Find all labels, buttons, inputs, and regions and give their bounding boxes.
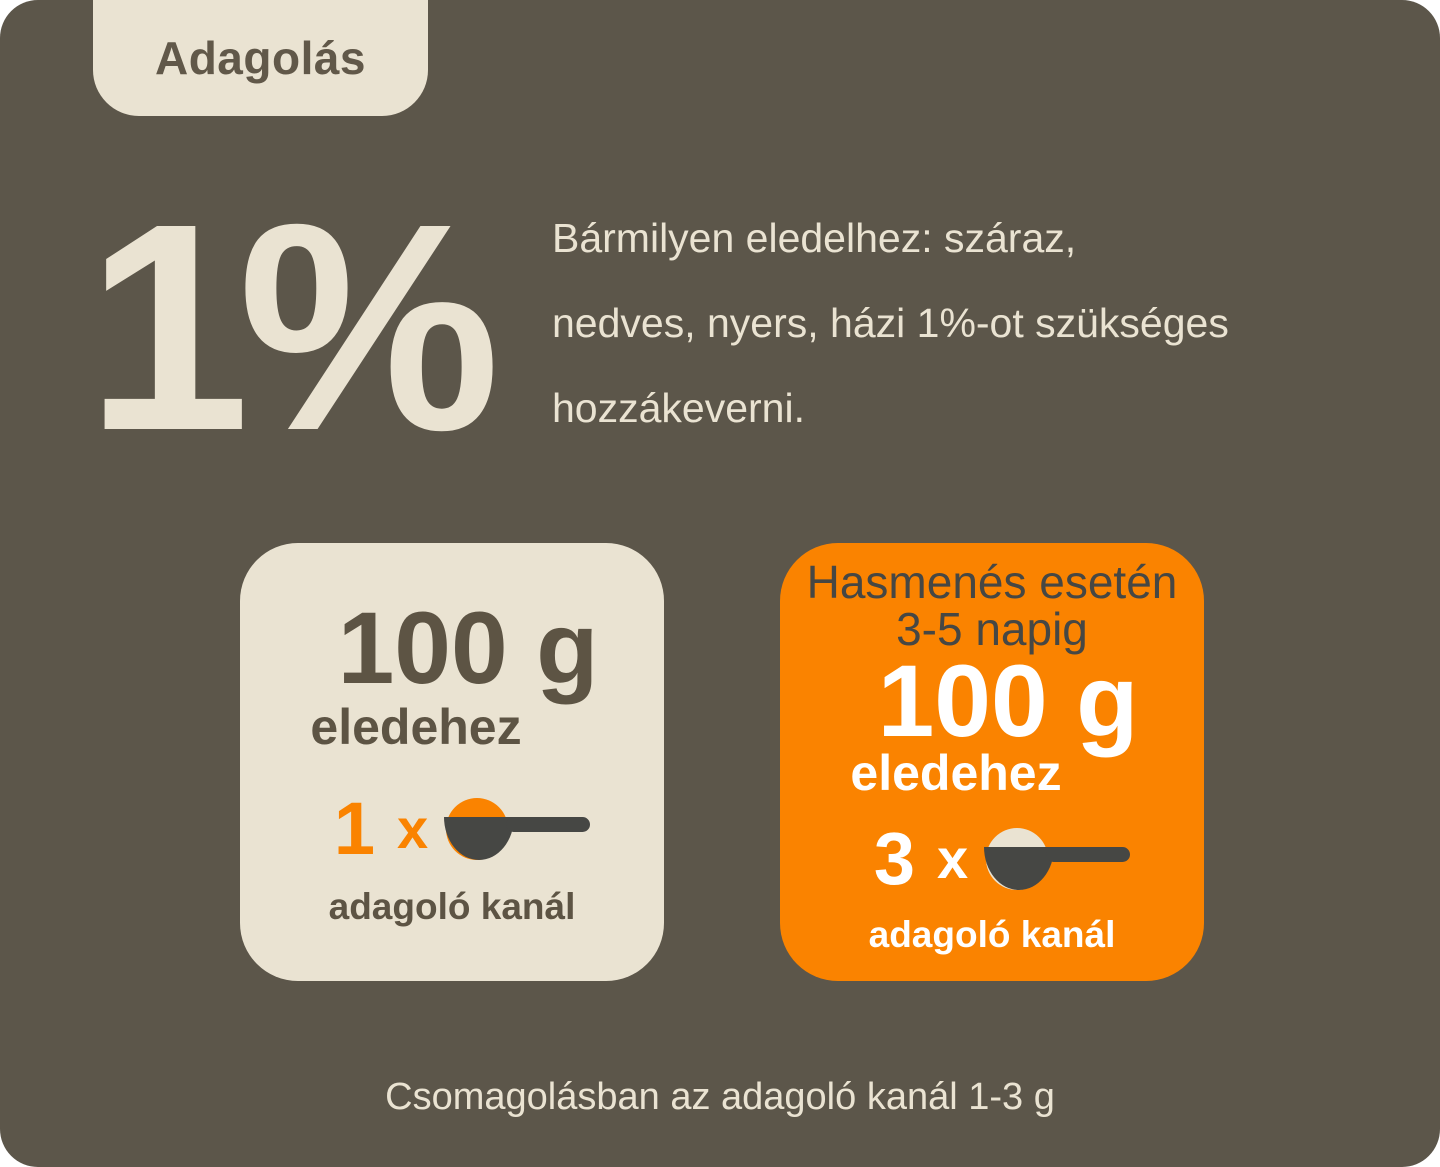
times-symbol: x bbox=[937, 827, 969, 890]
food-amount-label: eledehez bbox=[850, 745, 1062, 801]
multiplier-value: 1 bbox=[333, 787, 375, 870]
dosage-tab-label: Adagolás bbox=[154, 32, 367, 84]
dose-row bbox=[333, 787, 590, 870]
dosage-tab bbox=[93, 0, 428, 116]
normal-dose-card bbox=[240, 543, 664, 981]
food-amount-value: 100 g bbox=[877, 644, 1139, 758]
measuring-spoon-icon bbox=[984, 828, 1130, 890]
percent-value: 1% bbox=[86, 162, 489, 492]
food-amount-label: eledehez bbox=[310, 699, 522, 755]
description-line-2: nedves, nyers, házi 1%-ot szükséges bbox=[552, 300, 1229, 346]
spoon-label: adagoló kanál bbox=[868, 914, 1116, 955]
spoon-label: adagoló kanál bbox=[328, 886, 576, 927]
spoon-handle bbox=[506, 817, 590, 832]
measuring-spoon-icon bbox=[444, 798, 590, 860]
times-symbol: x bbox=[397, 797, 429, 860]
condition-line-2: 3-5 napig bbox=[896, 603, 1088, 655]
description-line-3: hozzákeverni. bbox=[552, 385, 805, 431]
spoon-handle bbox=[1046, 847, 1130, 862]
food-amount-value: 100 g bbox=[337, 591, 599, 705]
footer-note: Csomagolásban az adagoló kanál 1-3 g bbox=[385, 1076, 1055, 1118]
multiplier-value: 3 bbox=[873, 817, 915, 900]
diarrhea-dose-card bbox=[780, 543, 1204, 981]
condition-line-1: Hasmenés esetén bbox=[806, 556, 1178, 608]
description-line-1: Bármilyen eledelhez: száraz, bbox=[552, 215, 1077, 261]
condition-text bbox=[806, 556, 1178, 655]
dose-row bbox=[873, 817, 1130, 900]
spoon-bowl bbox=[984, 847, 1054, 890]
dosage-description bbox=[552, 196, 1332, 451]
spoon-bowl bbox=[444, 817, 514, 860]
